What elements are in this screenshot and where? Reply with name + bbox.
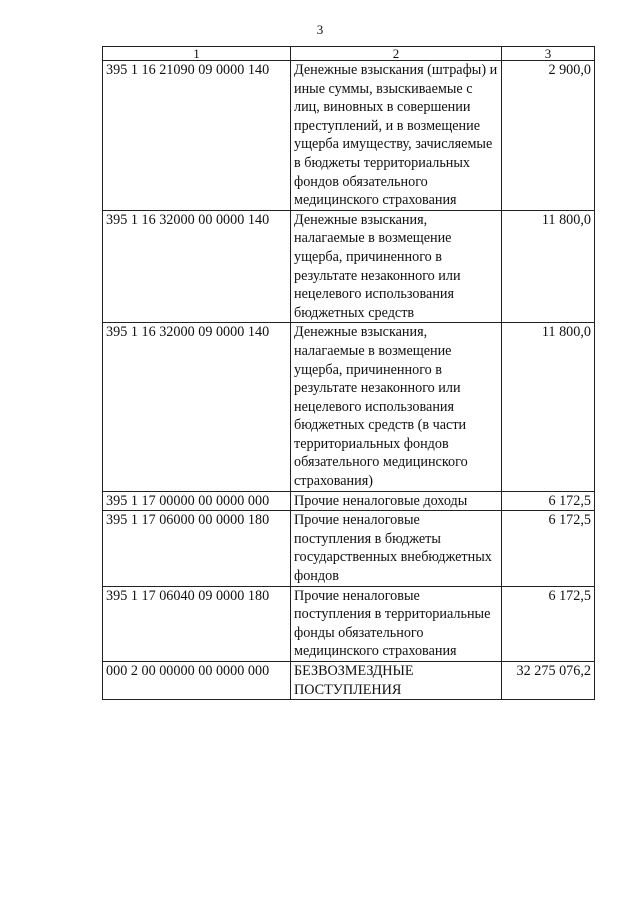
amount-cell: 11 800,0 [502,210,595,323]
table-row [103,586,595,661]
revenue-name-cell: Прочие неналоговые поступления в территориальные фонды обязательного медицинского страхования [291,586,502,661]
amount-cell: 6 172,5 [502,511,595,586]
amount-cell: 11 800,0 [502,323,595,491]
revenue-name-cell: Прочие неналоговые доходы [291,491,502,511]
revenue-name-cell: Денежные взыскания (штрафы) и иные суммы, взыскиваемые с лиц, виновных в совершении преступлений, и в возмещение ущерба имуществу, зачисляемые в бюджеты территориальных фондов обязательного медицинского страхования [291,61,502,211]
table-row [103,323,595,491]
budget-code-cell: 395 1 16 21090 09 0000 140 [103,61,291,211]
budget-code-cell: 000 2 00 00000 00 0000 000 [103,662,291,700]
budget-code-cell: 395 1 16 32000 09 0000 140 [103,323,291,491]
budget-code-cell: 395 1 16 32000 00 0000 140 [103,210,291,323]
amount-cell: 32 275 076,2 [502,662,595,700]
revenue-name-cell: БЕЗВОЗМЕЗДНЫЕ ПОСТУПЛЕНИЯ [291,662,502,700]
table-row [103,511,595,586]
table-header-row [103,47,595,61]
budget-revenue-table [102,46,595,700]
budget-code-cell: 395 1 17 06040 09 0000 180 [103,586,291,661]
amount-cell: 6 172,5 [502,491,595,511]
amount-cell: 6 172,5 [502,586,595,661]
budget-code-cell: 395 1 17 06000 00 0000 180 [103,511,291,586]
table-row [103,491,595,511]
page-number: 3 [316,22,324,37]
column-header-amount: 3 [502,47,595,61]
column-header-name: 2 [291,47,502,61]
budget-code-cell: 395 1 17 00000 00 0000 000 [103,491,291,511]
amount-cell: 2 900,0 [502,61,595,211]
revenue-name-cell: Денежные взыскания, налагаемые в возмещение ущерба, причиненного в результате незаконного или нецелевого использования бюджетных средств [291,210,502,323]
table-row [103,61,595,211]
table-row [103,210,595,323]
revenue-name-cell: Денежные взыскания, налагаемые в возмещение ущерба, причиненного в результате незаконного или нецелевого использования бюджетных средств (в части территориальных фондов обязательного медицинского страхования) [291,323,502,491]
column-header-code: 1 [103,47,291,61]
table-row [103,662,595,700]
revenue-name-cell: Прочие неналоговые поступления в бюджеты государственных внебюджетных фондов [291,511,502,586]
